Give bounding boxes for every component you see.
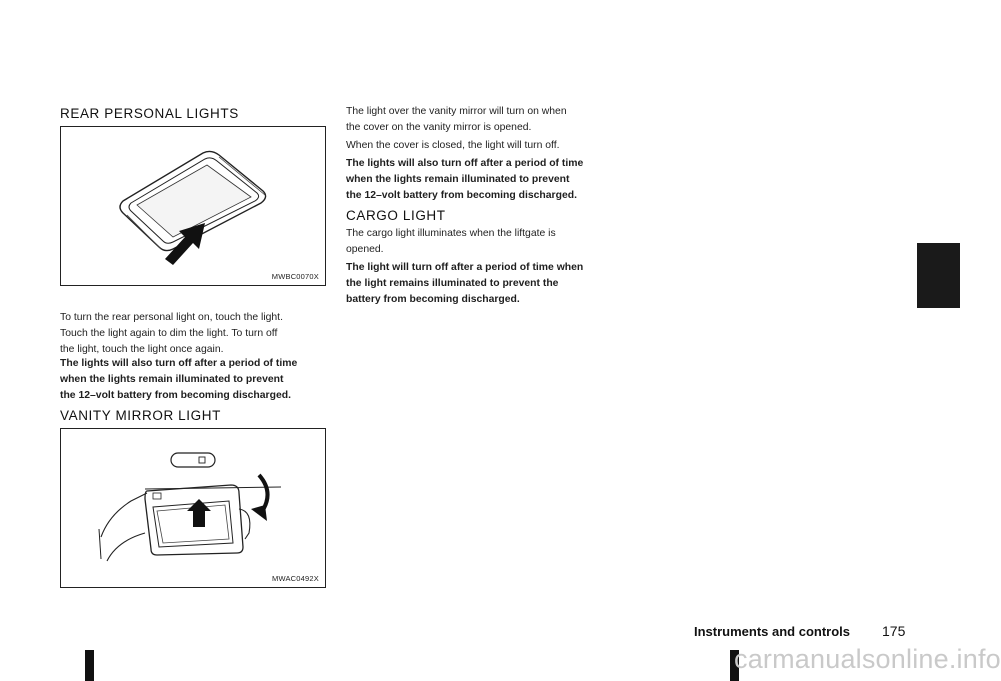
paragraph-vanity-light-off (346, 138, 614, 154)
footer-section-title: Instruments and controls (694, 624, 851, 639)
paragraph-turn-on-light (60, 310, 326, 358)
crop-mark-left (85, 650, 94, 681)
text-line: when the lights remain illuminated to prevent (346, 174, 570, 185)
paragraph-cargo-light (346, 226, 614, 258)
text-line: The lights will also turn off after a period of time (60, 358, 298, 369)
section-heading-cargo-light: CARGO LIGHT (346, 208, 446, 223)
page-number: 175 (882, 623, 906, 639)
rear-personal-light-illustration (61, 127, 325, 285)
text-line: the light, touch the light once again. (60, 344, 224, 355)
watermark: carmanualsonline.info (734, 644, 1001, 674)
vanity-mirror-illustration (61, 429, 325, 587)
chapter-edge-tab (917, 243, 960, 308)
figure-code: MWBC0070X (271, 272, 319, 281)
text-line: The light will turn off after a period of time when (346, 262, 584, 273)
text-line: Touch the light again to dim the light. To turn off (60, 328, 278, 339)
text-line: the cover on the vanity mirror is opened. (346, 122, 532, 133)
paragraph-auto-off-warning-right (346, 156, 614, 204)
text-line: battery from becoming discharged. (346, 294, 520, 305)
text-line: When the cover is closed, the light will turn off. (346, 140, 560, 151)
text-line: opened. (346, 244, 384, 255)
section-heading-vanity-mirror-light: VANITY MIRROR LIGHT (60, 408, 221, 423)
text-line: The light over the vanity mirror will turn on when (346, 106, 567, 117)
text-line: The cargo light illuminates when the liftgate is (346, 228, 556, 239)
vanity-mirror-light-figure (60, 428, 326, 588)
text-line: the light remains illuminated to prevent the (346, 278, 559, 289)
text-line: when the lights remain illuminated to prevent (60, 374, 284, 385)
paragraph-auto-off-warning (60, 356, 326, 404)
text-line: the 12–volt battery from becoming discharged. (346, 190, 577, 201)
text-line: the 12–volt battery from becoming discharged. (60, 390, 291, 401)
section-heading-rear-personal-lights: REAR PERSONAL LIGHTS (60, 106, 239, 121)
paragraph-vanity-light-on (346, 104, 614, 136)
paragraph-cargo-auto-off (346, 260, 614, 308)
figure-code: MWAC0492X (272, 574, 319, 583)
rear-personal-light-figure (60, 126, 326, 286)
text-line: The lights will also turn off after a period of time (346, 158, 584, 169)
text-line: To turn the rear personal light on, touch the light. (60, 312, 283, 323)
